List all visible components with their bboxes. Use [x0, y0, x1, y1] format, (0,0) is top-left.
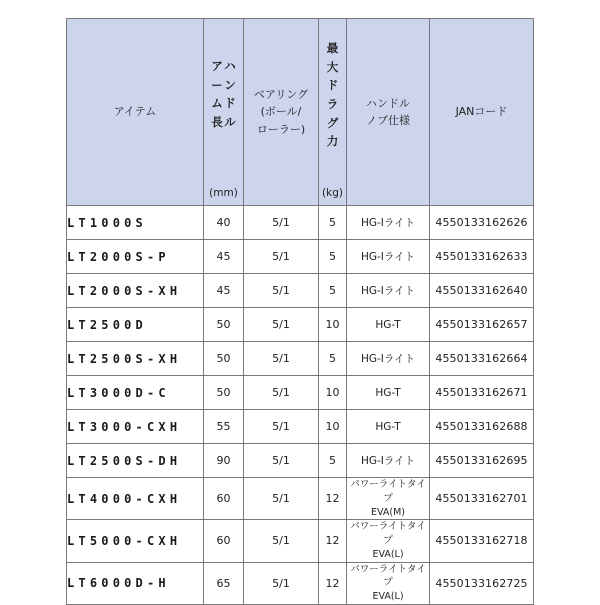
cell-max-drag: 10: [319, 308, 347, 342]
cell-arm-length: 65: [204, 562, 244, 604]
cell-item: LT1000S: [67, 206, 204, 240]
cell-max-drag: 5: [319, 342, 347, 376]
cell-max-drag: 5: [319, 444, 347, 478]
cell-jan: 4550133162640: [430, 274, 534, 308]
cell-item: LT2500S-DH: [67, 444, 204, 478]
table-row: [67, 342, 534, 376]
cell-bearing: 5/1: [244, 444, 319, 478]
header-item: アイテム: [67, 19, 204, 206]
cell-arm-length: 60: [204, 520, 244, 562]
cell-jan: 4550133162695: [430, 444, 534, 478]
cell-jan: 4550133162664: [430, 342, 534, 376]
arm-col-right: ハ ン ド ル: [224, 59, 236, 129]
cell-knob: HG-Iライト: [347, 240, 430, 274]
table-row: [67, 308, 534, 342]
cell-arm-length: 40: [204, 206, 244, 240]
table-row: [67, 562, 534, 604]
cell-jan: 4550133162688: [430, 410, 534, 444]
cell-max-drag: 12: [319, 520, 347, 562]
cell-bearing: 5/1: [244, 478, 319, 520]
cell-bearing: 5/1: [244, 274, 319, 308]
knob-line: パワーライトタイプ: [350, 563, 426, 589]
arm-col-left: ア ー ム 長: [211, 59, 223, 129]
cell-item: LT3000-CXH: [67, 410, 204, 444]
cell-jan: 4550133162725: [430, 562, 534, 604]
cell-knob: [347, 562, 430, 604]
knob-line: EVA(M): [370, 506, 405, 518]
cell-arm-length: 60: [204, 478, 244, 520]
spec-table: [66, 18, 534, 605]
cell-item: LT5000-CXH: [67, 520, 204, 562]
cell-bearing: 5/1: [244, 342, 319, 376]
cell-arm-length: 50: [204, 342, 244, 376]
cell-knob: HG-Iライト: [347, 206, 430, 240]
cell-jan: 4550133162657: [430, 308, 534, 342]
cell-arm-length: 45: [204, 274, 244, 308]
table-row: [67, 206, 534, 240]
cell-bearing: 5/1: [244, 562, 319, 604]
cell-max-drag: 12: [319, 562, 347, 604]
header-max-drag: 最 大 ド ラ グ 力 (kg): [319, 19, 347, 206]
cell-max-drag: 10: [319, 410, 347, 444]
table-row: [67, 478, 534, 520]
cell-knob: HG-Iライト: [347, 274, 430, 308]
cell-knob: HG-Iライト: [347, 342, 430, 376]
cell-arm-length: 55: [204, 410, 244, 444]
cell-max-drag: 10: [319, 376, 347, 410]
cell-knob: HG-Iライト: [347, 444, 430, 478]
drag-unit: (kg): [322, 186, 343, 199]
knob-line: EVA(L): [372, 591, 404, 603]
arm-unit: (mm): [209, 186, 238, 199]
cell-bearing: 5/1: [244, 376, 319, 410]
cell-item: LT4000-CXH: [67, 478, 204, 520]
table-row: [67, 410, 534, 444]
cell-jan: 4550133162671: [430, 376, 534, 410]
cell-item: LT2500D: [67, 308, 204, 342]
cell-arm-length: 90: [204, 444, 244, 478]
cell-arm-length: 50: [204, 308, 244, 342]
knob-line: パワーライトタイプ: [350, 479, 426, 504]
header-row: [67, 19, 534, 206]
cell-item: LT2000S-P: [67, 240, 204, 274]
cell-bearing: 5/1: [244, 308, 319, 342]
cell-bearing: 5/1: [244, 520, 319, 562]
cell-knob: HG-T: [347, 410, 430, 444]
table-row: [67, 444, 534, 478]
table-row: [67, 240, 534, 274]
cell-knob: [347, 520, 430, 562]
cell-knob: HG-T: [347, 308, 430, 342]
cell-item: LT2000S-XH: [67, 274, 204, 308]
header-bearing: ベアリング (ボール/ ローラー): [244, 19, 319, 206]
header-arm-length: [204, 19, 244, 206]
cell-knob: HG-T: [347, 376, 430, 410]
cell-arm-length: 50: [204, 376, 244, 410]
cell-item: LT3000D-C: [67, 376, 204, 410]
cell-item: LT6000D-H: [67, 562, 204, 604]
cell-item: LT2500S-XH: [67, 342, 204, 376]
cell-jan: 4550133162718: [430, 520, 534, 562]
cell-jan: 4550133162633: [430, 240, 534, 274]
cell-max-drag: 5: [319, 206, 347, 240]
cell-jan: 4550133162701: [430, 478, 534, 520]
cell-max-drag: 5: [319, 240, 347, 274]
cell-jan: 4550133162626: [430, 206, 534, 240]
cell-bearing: 5/1: [244, 206, 319, 240]
knob-line: EVA(L): [372, 548, 404, 560]
cell-arm-length: 45: [204, 240, 244, 274]
table-row: [67, 520, 534, 562]
cell-bearing: 5/1: [244, 240, 319, 274]
cell-knob: [347, 478, 430, 520]
table-row: [67, 376, 534, 410]
cell-max-drag: 5: [319, 274, 347, 308]
knob-line: パワーライトタイプ: [350, 521, 426, 547]
cell-max-drag: 12: [319, 478, 347, 520]
header-jan: JANコード: [430, 19, 534, 206]
table-row: [67, 274, 534, 308]
cell-bearing: 5/1: [244, 410, 319, 444]
header-knob: ハンドル ノブ仕様: [347, 19, 430, 206]
